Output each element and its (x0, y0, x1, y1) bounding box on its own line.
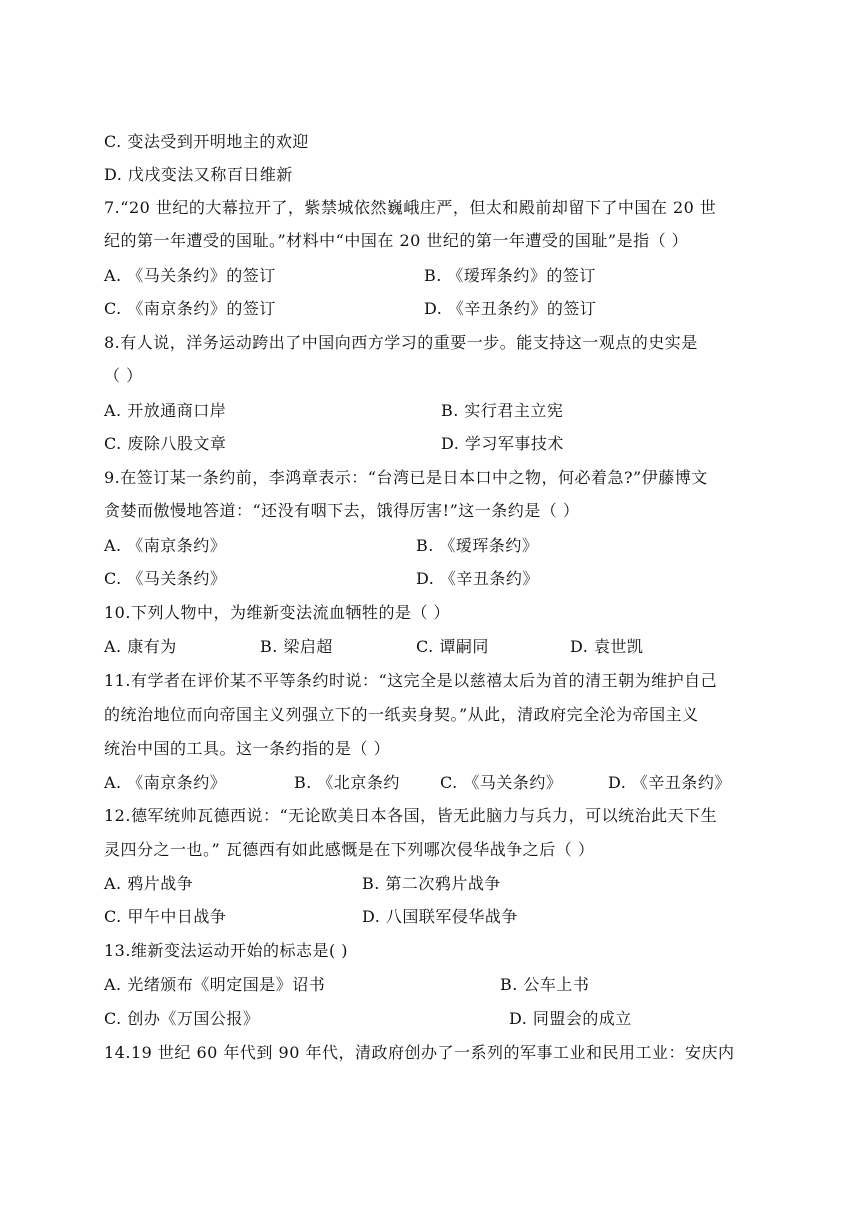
question-8-text: 8.有人说，洋务运动跨出了中国向西方学习的重要一步。能支持这一观点的史实是 (104, 333, 698, 352)
question-9-text: 贪婪而傲慢地答道：“还没有咽下去，饿得厉害!”这一条约是（ ） (104, 501, 580, 520)
option: D. 《辛丑条约》 (416, 569, 539, 588)
question-7-text: 7.“20 世纪的大幕拉开了，紫禁城依然巍峨庄严，但太和殿前却留下了中国在 20 世 (104, 198, 717, 217)
option: A. 开放通商口岸 (104, 401, 227, 420)
question-11-text: 统治中国的工具。这一条约指的是（ ） (104, 739, 391, 758)
question-13-text: 13.维新变法运动开始的标志是( ) (104, 941, 349, 960)
option: C. 创办《万国公报》 (104, 1009, 260, 1028)
question-10-text: 10.下列人物中，为维新变法流血牺牲的是（ ） (104, 603, 451, 622)
option: D. 《辛丑条约》的签订 (424, 299, 597, 318)
option: C. 《马关条约》 (104, 569, 227, 588)
option-line: D. 戊戌变法又称百日维新 (104, 165, 293, 184)
option: B. 《北京条约 (294, 773, 400, 792)
option: A. 《南京条约》 (104, 536, 227, 555)
option: C. 废除八股文章 (104, 434, 227, 453)
option: A. 《南京条约》 (104, 773, 227, 792)
option: D. 同盟会的成立 (509, 1009, 632, 1028)
question-14-text: 14.19 世纪 60 年代到 90 年代，清政府创办了一系列的军事工业和民用工业：安庆内 (104, 1043, 735, 1062)
question-8-text: （ ） (104, 366, 143, 385)
option: C. 《马关条约》 (440, 773, 563, 792)
option: B. 第二次鸦片战争 (362, 874, 501, 893)
question-11-text: 11.有学者在评价某不平等条约时说：“这完全是以慈禧太后为首的清王朝为维护自己 (104, 671, 718, 690)
option: D. 八国联军侵华战争 (362, 907, 518, 926)
option-line: C. 变法受到开明地主的欢迎 (104, 132, 309, 151)
question-12-text: 12.德军统帅瓦德西说：“无论欧美日本各国，皆无此脑力与兵力，可以统治此天下生 (104, 806, 718, 825)
option: A. 康有为 (104, 637, 177, 656)
option: B. 公车上书 (500, 975, 590, 994)
question-9-text: 9.在签订某一条约前，李鸿章表示：“台湾已是日本口中之物，何必着急?”伊藤博文 (104, 468, 708, 487)
option: A. 光绪颁布《明定国是》诏书 (104, 975, 326, 994)
option: C. 甲午中日战争 (104, 907, 227, 926)
question-11-text: 的统治地位而向帝国主义列强立下的一纸卖身契。”从此，清政府完全沦为帝国主义 (104, 705, 699, 724)
option: A. 鸦片战争 (104, 874, 194, 893)
option: C. 《南京条约》的签订 (104, 299, 276, 318)
option: A. 《马关条约》的签订 (104, 266, 276, 285)
option: D. 《辛丑条约》 (608, 773, 731, 792)
option: D. 袁世凯 (570, 637, 644, 656)
option: B. 实行君主立宪 (441, 401, 564, 420)
question-12-text: 灵四分之一也。” 瓦德西有如此感慨是在下列哪次侵华战争之后（ ） (104, 840, 595, 859)
option: B. 《瑷珲条约》 (416, 536, 539, 555)
option: D. 学习军事技术 (441, 434, 564, 453)
option: C. 谭嗣同 (416, 637, 489, 656)
question-7-text: 纪的第一年遭受的国耻。”材料中“中国在 20 世纪的第一年遭受的国耻”是指（ ） (104, 231, 689, 250)
option: B. 梁启超 (260, 637, 333, 656)
option: B. 《瑷珲条约》的签订 (424, 266, 596, 285)
